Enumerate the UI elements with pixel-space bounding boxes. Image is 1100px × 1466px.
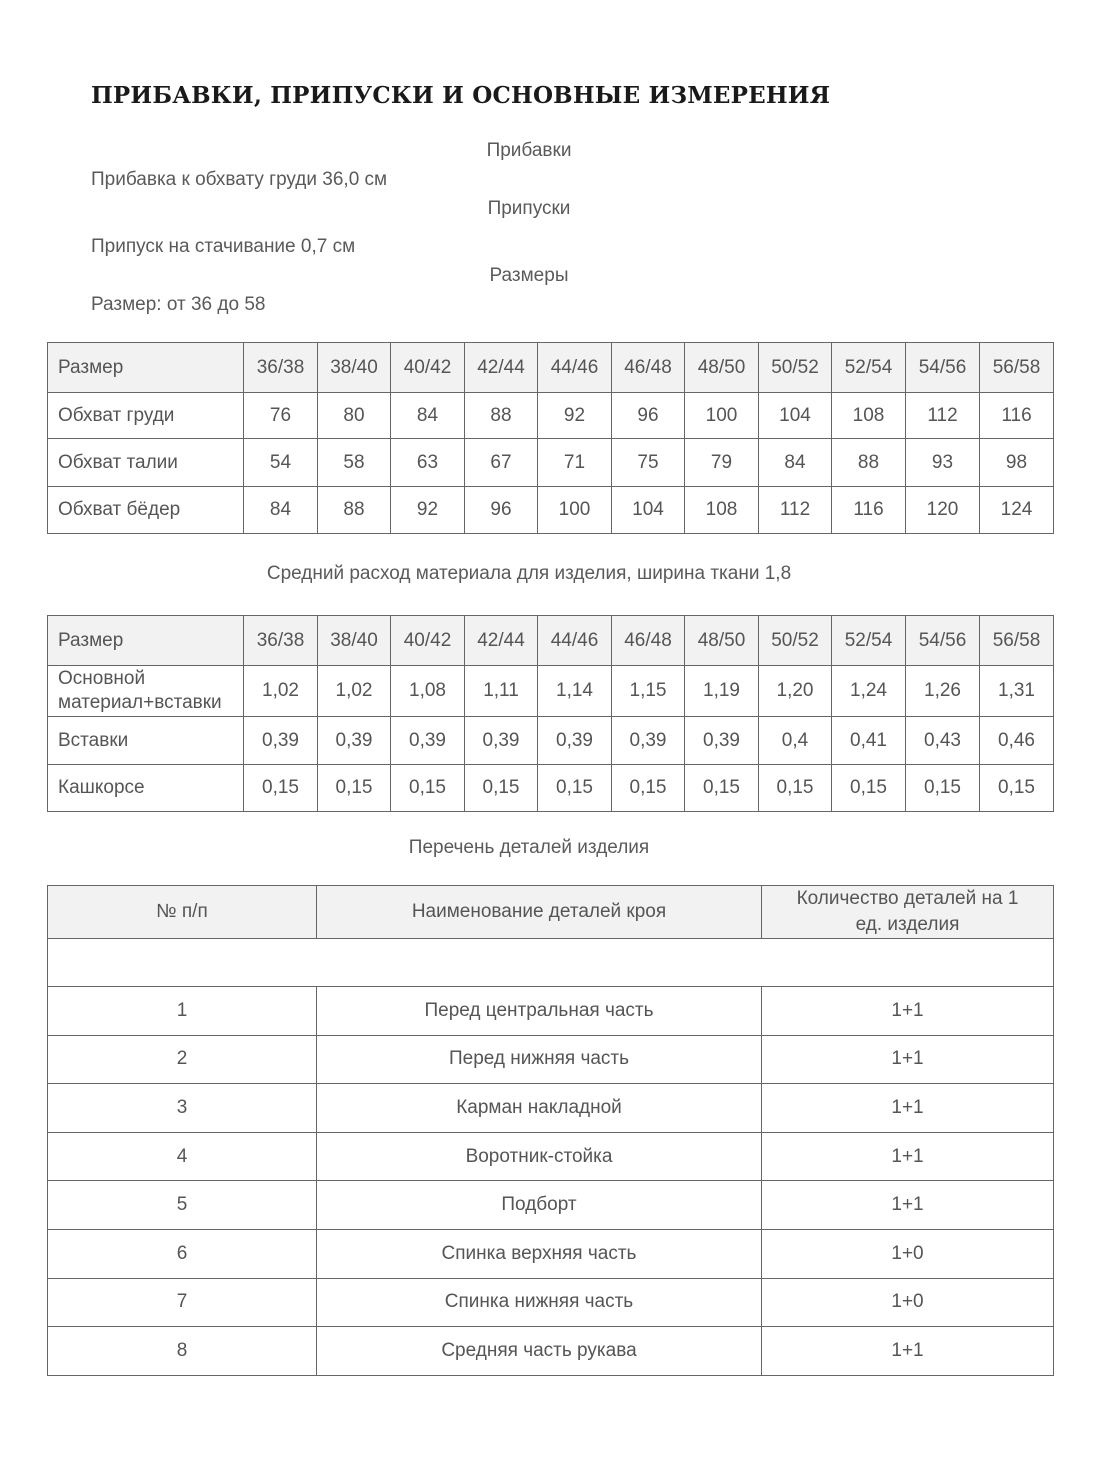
table-header-row [48, 886, 1054, 939]
table-cell: 0,4 [759, 717, 832, 765]
table-cell: 84 [759, 439, 832, 487]
table-cell: 1,02 [244, 666, 318, 717]
part-name: Перед нижняя часть [317, 1035, 762, 1084]
header-cell: 36/38 [244, 343, 318, 393]
table-cell: 96 [612, 393, 685, 439]
header-cell: 38/40 [318, 616, 391, 666]
empty-cell [48, 939, 1054, 987]
table-header-row [48, 616, 1054, 666]
table-cell: 0,15 [685, 765, 759, 812]
header-cell: 42/44 [465, 343, 538, 393]
table-header-row [48, 343, 1054, 393]
table-cell: 79 [685, 439, 759, 487]
table-cell: 92 [391, 487, 465, 534]
part-num: 8 [48, 1327, 317, 1376]
table-cell: 0,39 [391, 717, 465, 765]
header-cell-qty [762, 886, 1054, 939]
part-qty: 1+0 [762, 1229, 1054, 1278]
table-cell: 0,39 [244, 717, 318, 765]
row-label: Обхват бёдер [48, 487, 244, 534]
table-row [48, 1132, 1054, 1181]
table-cell: 0,46 [980, 717, 1054, 765]
table-cell: 75 [612, 439, 685, 487]
table-cell: 112 [759, 487, 832, 534]
table-cell: 1,20 [759, 666, 832, 717]
header-cell-name: Наименование деталей кроя [317, 886, 762, 939]
table-cell: 1,19 [685, 666, 759, 717]
header-cell: 44/46 [538, 343, 612, 393]
part-name: Спинка верхняя часть [317, 1229, 762, 1278]
header-cell: 52/54 [832, 616, 906, 666]
measurements-table [47, 342, 1054, 534]
table-cell: 0,43 [906, 717, 980, 765]
table-cell: 112 [906, 393, 980, 439]
sizes-heading: Размеры [489, 265, 569, 286]
part-num: 3 [48, 1084, 317, 1133]
header-cell: 54/56 [906, 616, 980, 666]
table-cell: 63 [391, 439, 465, 487]
table-row [48, 717, 1054, 765]
part-name: Перед центральная часть [317, 987, 762, 1036]
table-cell: 98 [980, 439, 1054, 487]
header-cell: 38/40 [318, 343, 391, 393]
table-cell: 84 [244, 487, 318, 534]
row-label: Обхват груди [48, 393, 244, 439]
row-label [48, 666, 244, 717]
table-cell: 1,11 [465, 666, 538, 717]
part-name: Средняя часть рукава [317, 1327, 762, 1376]
table-cell: 0,39 [685, 717, 759, 765]
part-qty: 1+1 [762, 1327, 1054, 1376]
table-cell: 124 [980, 487, 1054, 534]
table-cell: 108 [685, 487, 759, 534]
table-cell: 100 [538, 487, 612, 534]
part-num: 4 [48, 1132, 317, 1181]
part-qty: 1+1 [762, 1132, 1054, 1181]
row-label: Вставки [48, 717, 244, 765]
part-num: 5 [48, 1181, 317, 1230]
table-row [48, 1181, 1054, 1230]
header-cell: Размер [48, 616, 244, 666]
header-cell: 36/38 [244, 616, 318, 666]
table-cell: 0,15 [318, 765, 391, 812]
header-cell: 46/48 [612, 343, 685, 393]
header-cell: 50/52 [759, 616, 832, 666]
allowances-heading: Прибавки [486, 140, 572, 161]
allowance-text: Прибавка к обхвату груди 36,0 см [91, 169, 388, 190]
header-cell: 56/58 [980, 343, 1054, 393]
table-cell: 54 [244, 439, 318, 487]
table-row [48, 439, 1054, 487]
table-cell: 96 [465, 487, 538, 534]
table-cell: 88 [832, 439, 906, 487]
header-cell: 48/50 [685, 616, 759, 666]
table-cell: 1,15 [612, 666, 685, 717]
table-cell: 0,15 [391, 765, 465, 812]
empty-row [48, 939, 1054, 987]
consumption-table [47, 615, 1054, 812]
header-cell: 44/46 [538, 616, 612, 666]
table-cell: 71 [538, 439, 612, 487]
part-name: Спинка нижняя часть [317, 1278, 762, 1327]
part-qty: 1+1 [762, 1084, 1054, 1133]
table-cell: 0,39 [612, 717, 685, 765]
table-cell: 116 [832, 487, 906, 534]
table-cell: 1,24 [832, 666, 906, 717]
table-cell: 0,15 [465, 765, 538, 812]
table-cell: 104 [759, 393, 832, 439]
part-num: 6 [48, 1229, 317, 1278]
part-num: 2 [48, 1035, 317, 1084]
table-cell: 76 [244, 393, 318, 439]
table-cell: 116 [980, 393, 1054, 439]
parts-caption: Перечень деталей изделия [408, 837, 650, 858]
table-cell: 104 [612, 487, 685, 534]
part-num: 1 [48, 987, 317, 1036]
table-row [48, 987, 1054, 1036]
table-row [48, 393, 1054, 439]
header-cell: Размер [48, 343, 244, 393]
table-cell: 0,15 [612, 765, 685, 812]
header-cell: 42/44 [465, 616, 538, 666]
table-cell: 120 [906, 487, 980, 534]
header-cell-num: № п/п [48, 886, 317, 939]
part-name: Воротник-стойка [317, 1132, 762, 1181]
table-cell: 0,15 [832, 765, 906, 812]
table-cell: 0,39 [465, 717, 538, 765]
header-cell: 46/48 [612, 616, 685, 666]
row-label-line: Основной [58, 668, 146, 689]
table-cell: 0,15 [244, 765, 318, 812]
header-qty-line: Количество деталей на 1 [796, 888, 1019, 909]
row-label-line: материал+вставки [58, 692, 222, 713]
table-row [48, 1229, 1054, 1278]
header-cell: 56/58 [980, 616, 1054, 666]
header-cell: 48/50 [685, 343, 759, 393]
table-cell: 0,15 [538, 765, 612, 812]
part-qty: 1+1 [762, 1035, 1054, 1084]
table-cell: 0,39 [318, 717, 391, 765]
table-row [48, 1084, 1054, 1133]
table-cell: 88 [318, 487, 391, 534]
table-cell: 0,41 [832, 717, 906, 765]
table-row [48, 1278, 1054, 1327]
table-cell: 108 [832, 393, 906, 439]
row-label: Обхват талии [48, 439, 244, 487]
parts-table [47, 885, 1054, 1376]
table-row [48, 487, 1054, 534]
table-cell: 84 [391, 393, 465, 439]
header-cell: 52/54 [832, 343, 906, 393]
row-label: Кашкорсе [48, 765, 244, 812]
table-cell: 93 [906, 439, 980, 487]
part-name: Подборт [317, 1181, 762, 1230]
table-row [48, 666, 1054, 717]
table-row [48, 1035, 1054, 1084]
table-cell: 0,15 [906, 765, 980, 812]
header-cell: 40/42 [391, 343, 465, 393]
seam-heading: Припуски [487, 198, 571, 219]
table-cell: 1,14 [538, 666, 612, 717]
table-cell: 80 [318, 393, 391, 439]
part-num: 7 [48, 1278, 317, 1327]
table-cell: 92 [538, 393, 612, 439]
seam-text: Припуск на стачивание 0,7 см [91, 236, 356, 257]
page-title: ПРИБАВКИ, ПРИПУСКИ И ОСНОВНЫЕ ИЗМЕРЕНИЯ [91, 82, 831, 109]
table-cell: 1,26 [906, 666, 980, 717]
part-name: Карман накладной [317, 1084, 762, 1133]
table-cell: 0,15 [759, 765, 832, 812]
table-row [48, 765, 1054, 812]
header-cell: 40/42 [391, 616, 465, 666]
consumption-caption: Средний расход материала для изделия, ширина ткани 1,8 [266, 563, 792, 584]
header-cell: 50/52 [759, 343, 832, 393]
header-cell: 54/56 [906, 343, 980, 393]
part-qty: 1+1 [762, 1181, 1054, 1230]
part-qty: 1+1 [762, 987, 1054, 1036]
sizes-text: Размер: от 36 до 58 [91, 294, 266, 315]
table-cell: 0,15 [980, 765, 1054, 812]
table-cell: 100 [685, 393, 759, 439]
table-cell: 1,31 [980, 666, 1054, 717]
table-cell: 1,02 [318, 666, 391, 717]
part-qty: 1+0 [762, 1278, 1054, 1327]
table-cell: 0,39 [538, 717, 612, 765]
table-cell: 88 [465, 393, 538, 439]
table-cell: 58 [318, 439, 391, 487]
header-qty-line: ед. изделия [855, 914, 960, 935]
table-row [48, 1327, 1054, 1376]
table-cell: 1,08 [391, 666, 465, 717]
table-cell: 67 [465, 439, 538, 487]
